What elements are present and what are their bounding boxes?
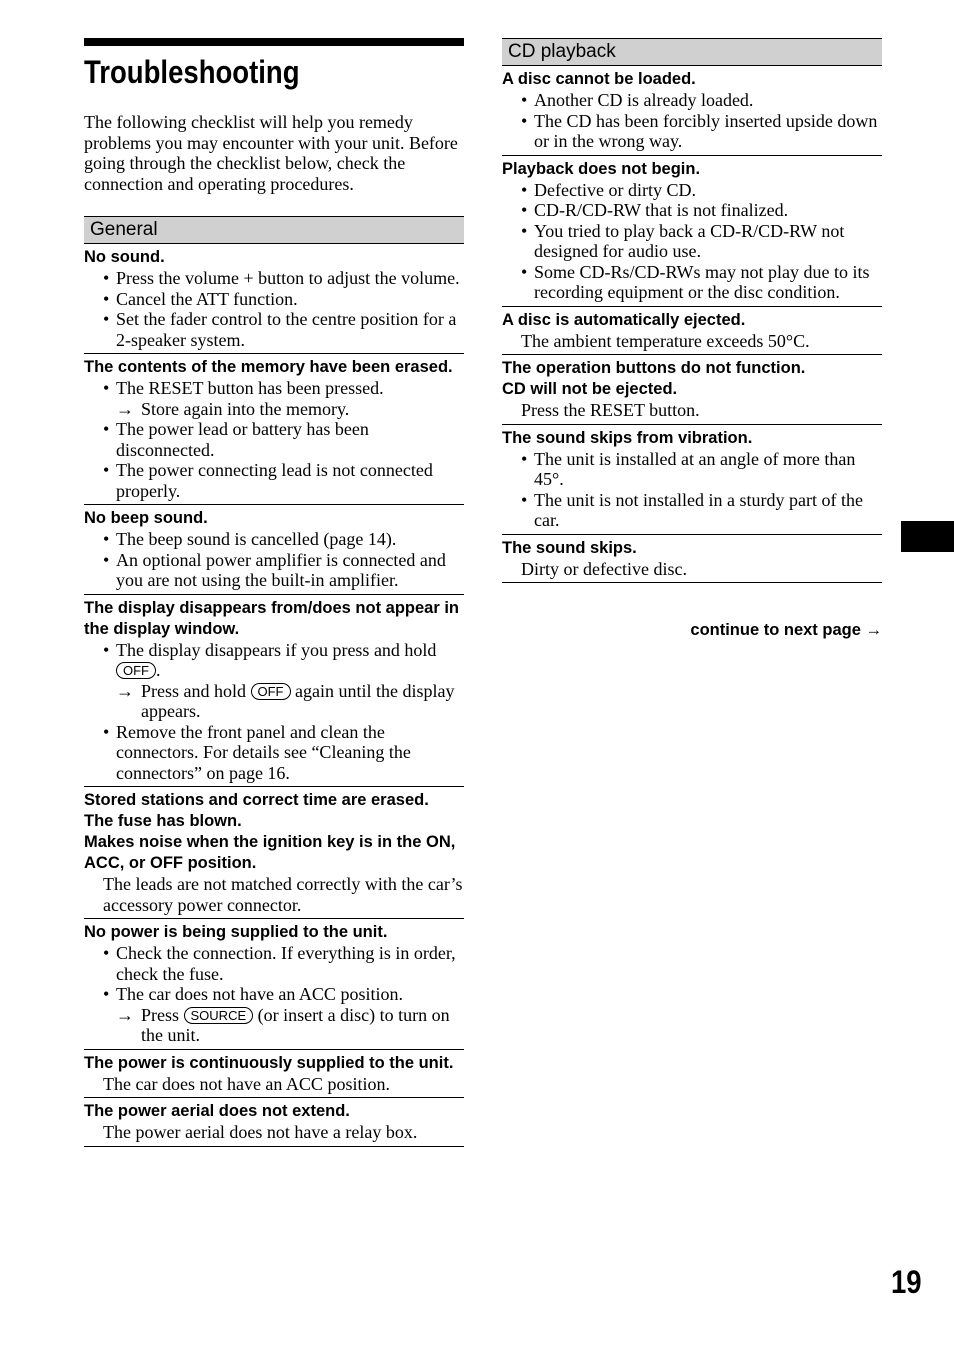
problem-heading: CD will not be ejected. (502, 380, 678, 398)
problem-heading: Makes noise when the ignition key is in the ON, ACC, or OFF position. (84, 833, 456, 872)
trouble-entry (84, 244, 464, 354)
trouble-entry (84, 919, 464, 1050)
remedy-bullet: • Cancel the ATT function. (84, 289, 464, 310)
problem-heading: The fuse has blown. (84, 812, 242, 830)
title-rule (84, 38, 464, 46)
remedy-arrow-text: again until the display appears. (141, 680, 455, 721)
remedy-arrow-line (84, 681, 464, 722)
problem-heading: Stored stations and correct time are erased. (84, 791, 429, 809)
remedy-bullet: • The RESET button has been pressed. (84, 378, 464, 399)
problem-heading: The display disappears from/does not appear in the display window. (84, 598, 460, 638)
remedy-bullet: • Defective or dirty CD. (502, 180, 882, 201)
problem-heading: The power is continuously supplied to the unit. (84, 1053, 454, 1072)
arrow-right-icon: → (116, 1004, 134, 1025)
trouble-entry (84, 1050, 464, 1099)
remedy-bullet: • CD-R/CD-RW that is not finalized. (502, 200, 882, 221)
problem-heading: A disc cannot be loaded. (502, 70, 696, 88)
arrow-right-icon: → (865, 621, 882, 639)
trouble-entry (84, 1098, 464, 1147)
page-number: 19 (891, 1264, 922, 1300)
section-thumb-tab (901, 521, 954, 552)
problem-heading: The sound skips from vibration. (502, 428, 753, 447)
remedy-arrow-line (84, 1005, 464, 1046)
remedy-bullet: • The CD has been forcibly inserted upside down or in the wrong way. (502, 111, 882, 152)
remedy-bullet: • An optional power amplifier is connected and you are not using the built-in amplifier. (84, 550, 464, 591)
off-button-symbol: OFF (251, 683, 291, 700)
trouble-entry (502, 156, 882, 307)
remedy-text: Dirty or defective disc. (521, 558, 687, 579)
problem-heading: No beep sound. (84, 509, 208, 527)
remedy-bullet: • Set the fader control to the centre position for a 2-speaker system. (84, 309, 464, 350)
remedy-bullet: • Some CD-Rs/CD-RWs may not play due to its recording equipment or the disc condition. (502, 262, 882, 303)
remedy-arrow-line (84, 399, 464, 420)
remedy-text: The leads are not matched correctly with the car’s accessory power connector. (103, 874, 463, 915)
remedy-bullet: • Check the connection. If everything is in order, check the fuse. (84, 943, 464, 984)
problem-heading: No power is being supplied to the unit. (84, 923, 388, 941)
continue-text: continue to next page (690, 621, 861, 639)
remedy-arrow-text: (or insert a disc) to turn on the unit. (141, 1004, 450, 1045)
remedy-text: The display disappears if you press and hold (116, 639, 437, 660)
problem-heading: The contents of the memory have been erased. (84, 358, 453, 376)
source-button-symbol: SOURCE (184, 1007, 254, 1024)
problem-heading: No sound. (84, 248, 165, 266)
remedy-bullet: • The unit is installed at an angle of more than 45°. (502, 449, 882, 490)
continue-note (502, 620, 882, 641)
trouble-entry (502, 307, 882, 356)
off-button-symbol: OFF (116, 662, 156, 679)
remedy-bullet: • Press the volume + button to adjust the volume. (84, 268, 464, 289)
trouble-entry (502, 355, 882, 425)
remedy-arrow-text: Press (141, 1004, 180, 1025)
remedy-text: The ambient temperature exceeds 50°C. (521, 330, 810, 351)
remedy-bullet: • The power lead or battery has been disconnected. (84, 419, 464, 460)
trouble-entry (84, 787, 464, 919)
remedy-text: The car does not have an ACC position. (103, 1073, 390, 1094)
remedy-bullet: • The power connecting lead is not connected properly. (84, 460, 464, 501)
problem-heading: The sound skips. (502, 538, 637, 557)
page-title: Troubleshooting (84, 54, 300, 90)
section-heading-general: General (84, 216, 464, 244)
problem-heading: Playback does not begin. (502, 159, 701, 178)
trouble-entry (502, 66, 882, 156)
remedy-bullet: • The beep sound is cancelled (page 14). (84, 529, 464, 550)
remedy-text: The power aerial does not have a relay box. (103, 1122, 418, 1142)
problem-heading: A disc is automatically ejected. (502, 310, 746, 329)
trouble-entry (502, 535, 882, 584)
remedy-arrow-text: Store again into the memory. (141, 398, 350, 419)
problem-heading: The power aerial does not extend. (84, 1102, 350, 1120)
intro-paragraph: The following checklist will help you remedy problems you may encounter with your unit. Before going through the checklist below, check the connection and operating procedures. (84, 112, 458, 194)
trouble-entry (502, 425, 882, 535)
left-column (84, 38, 464, 1147)
trouble-entry (84, 354, 464, 505)
remedy-bullet: • You tried to play back a CD-R/CD-RW not designed for audio use. (502, 221, 882, 262)
remedy-bullet: • The display disappears if you press and hold OFF . (84, 640, 464, 681)
remedy-bullet: • Another CD is already loaded. (502, 90, 882, 111)
remedy-bullet: • The car does not have an ACC position. (84, 984, 464, 1005)
trouble-entry (84, 505, 464, 595)
right-column (502, 38, 882, 583)
problem-heading: The operation buttons do not function. (502, 359, 806, 377)
arrow-right-icon: → (116, 680, 134, 701)
remedy-bullet: • Remove the front panel and clean the connectors. For details see “Cleaning the connectors” on page 16. (84, 722, 464, 784)
remedy-text: Press the RESET button. (521, 400, 700, 420)
section-heading-cd-playback: CD playback (502, 38, 882, 66)
trouble-entry (84, 595, 464, 788)
arrow-right-icon: → (116, 398, 134, 419)
remedy-bullet: • The unit is not installed in a sturdy part of the car. (502, 490, 882, 531)
remedy-arrow-text: Press and hold (141, 680, 246, 701)
